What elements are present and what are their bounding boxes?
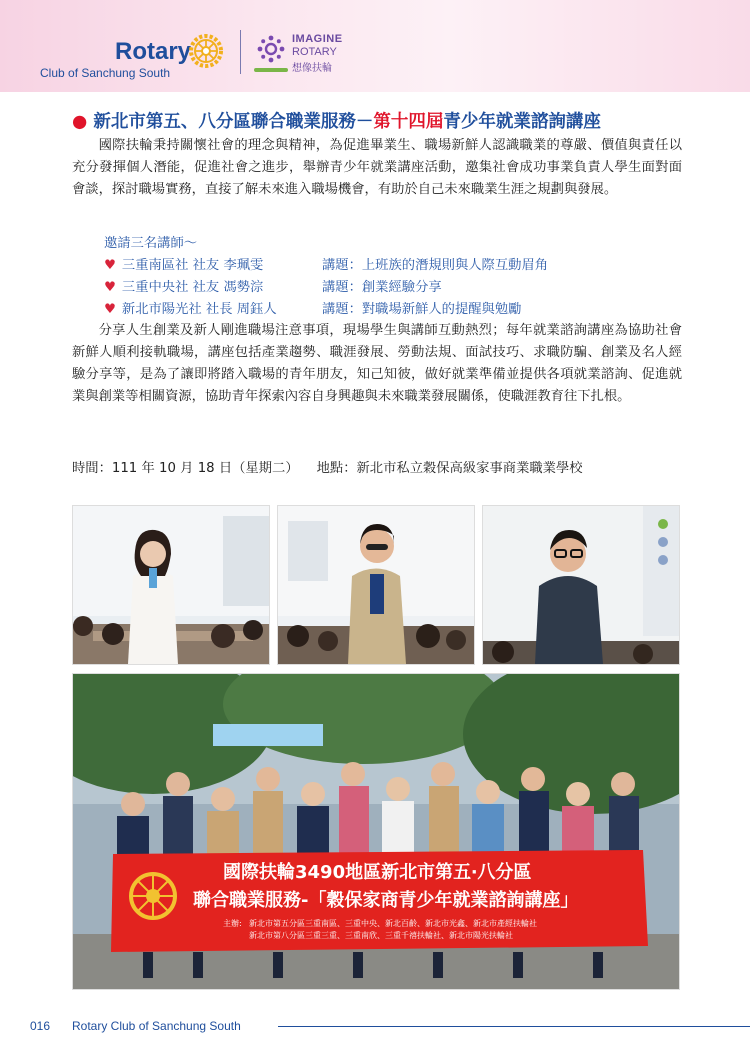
speaker-item (104, 298, 522, 317)
speaker-photo-2 (277, 505, 475, 665)
header-divider (240, 30, 241, 74)
speaker-photo-3 (482, 505, 680, 665)
speaker-topic: 講題：創業經驗分享 (322, 280, 442, 295)
imagine-chinese-text: 想像扶輪 (292, 63, 332, 74)
footer-divider (278, 1026, 750, 1027)
heart-icon: ♥ (104, 302, 116, 317)
rotary-logo-text: Rotary (115, 38, 192, 65)
event-place: 地點：新北市私立穀保高級家事商業職業學校 (316, 461, 583, 476)
intro-paragraph: 國際扶輪秉持關懷社會的理念與精神，為促進畢業生、職場新鮮人認識職業的尊嚴、價值與責任以充分發揮個人潛能，促進社會之進步，舉辦青少年就業講座活動，邀集社會成功事業負責人學生面對面會談，探討職場實務，直接了解未來進入職場機會，有助於自己未來職業生涯之規劃與發展。 (72, 138, 682, 197)
banner-line-2: 聯合職業服務-「穀保家商青少年就業諮詢講座」 (193, 890, 579, 911)
group-photo (72, 673, 680, 990)
speaker-topic: 講題：上班族的潛規則與人際互動眉角 (322, 258, 549, 273)
banner-organizer-line-2: 新北市第八分區三重三重、三重南欣、三重千禧扶輪社、新北市陽光扶輪社 (249, 931, 513, 940)
detail-paragraph: 分享人生創業及新人剛進職場注意事項，現場學生與講師互動熱烈；每年就業諮詢講座為協助社會新鮮人順利接軌職場，講座包括產業趨勢、職涯發展、勞動法規、面試技巧、求職防騙、創業及名人經驗分享等，是為了讓即將踏入職場的青年朋友，知己知彼，做好就業準備並提供各項就業諮詢、促進就業與創業等相關資源，協助青年探索內容自身興趣與未來職業發展關係，使職涯教育往下扎根。 (72, 323, 682, 404)
speaker-topic: 講題：對職場新鮮人的提醒與勉勵 (322, 302, 522, 317)
page-header (0, 0, 750, 92)
heart-icon: ♥ (104, 280, 116, 295)
invite-text: 邀請三名講師～ (104, 236, 198, 251)
speaker-item (104, 254, 549, 273)
imagine-underline (254, 68, 288, 72)
speaker-name: 三重南區社 社友 李珮雯 (121, 258, 264, 273)
footer-club-name: Rotary Club of Sanchung South (72, 1019, 241, 1033)
speaker-name: 三重中央社 社友 馮勢淙 (121, 280, 264, 295)
bullet-dot-icon: ● (72, 112, 88, 132)
speaker-name: 新北市陽光社 社長 周鈺人 (121, 302, 277, 317)
speaker-item (104, 276, 442, 295)
event-time: 時間：111 年 10 月 18 日（星期二） (72, 461, 299, 476)
club-name-text: Club of Sanchung South (40, 66, 171, 80)
imagine-rotary-icon (256, 34, 286, 64)
rotary-wheel-icon (188, 33, 224, 69)
banner-line-1: 國際扶輪3490地區新北市第五‧八分區 (223, 862, 532, 883)
title-part-2: 第十四屆 (373, 112, 444, 132)
article-title (72, 108, 601, 133)
title-part-1: 新北市第五、八分區聯合職業服務－ (93, 112, 374, 132)
heart-icon: ♥ (104, 258, 116, 273)
time-place-line (72, 457, 583, 476)
speaker-photo-1 (72, 505, 270, 665)
imagine-text: IMAGINE (292, 33, 343, 45)
rotary-text: ROTARY (292, 46, 337, 58)
banner-organizer-line-1: 新北市第五分區三重南區、三重中央、新北百齡、新北市光鑫、新北市產經扶輪社 (249, 919, 537, 928)
banner-organizer-label: 主辦: (223, 919, 242, 928)
title-part-3: 青少年就業諮詢講座 (443, 112, 601, 132)
page-number: 016 (30, 1019, 51, 1033)
